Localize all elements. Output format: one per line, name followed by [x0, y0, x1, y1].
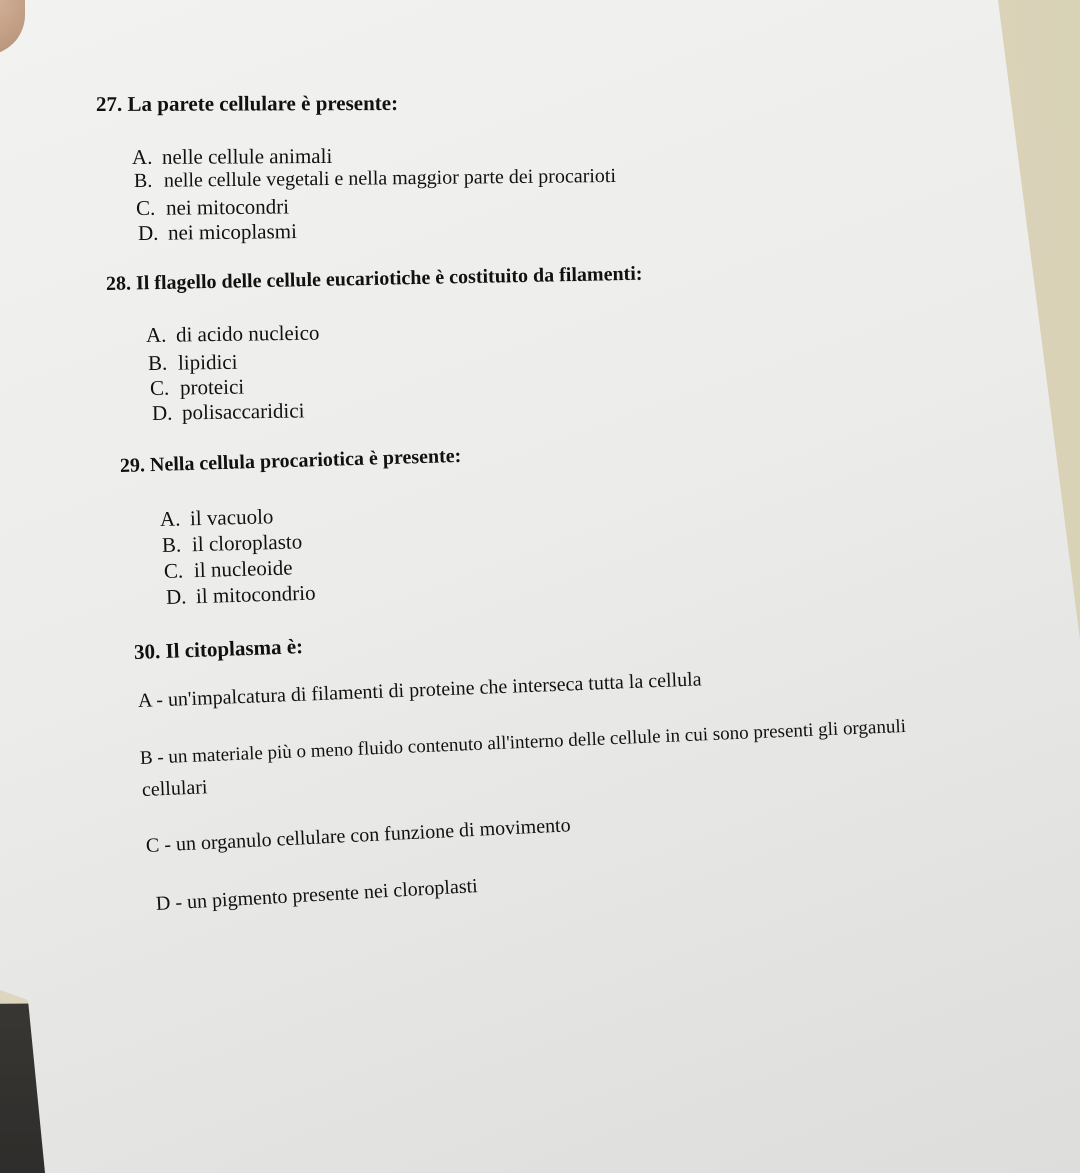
question-28-option-a: A. di acido nucleico — [145, 320, 320, 347]
question-27-option-a: A. nelle cellule animali — [131, 143, 333, 169]
question-29-option-a: A. il vacuolo — [159, 504, 274, 531]
question-29-title: 29. Nella cellula procariotica è presente: — [119, 444, 462, 477]
question-27-title: 27. La parete cellulare è presente: — [95, 90, 399, 116]
question-29-option-d: D. il mitocondrio — [165, 580, 316, 609]
question-30-title: 30. Il citoplasma è: — [133, 634, 304, 664]
question-30-option-d: D - un pigmento presente nei cloroplasti — [155, 875, 479, 915]
question-27-option-d: D. nei micoplasmi — [137, 219, 298, 245]
question-30-option-c: C - un organulo cellulare con funzione di movimento — [145, 814, 572, 857]
question-28-option-d: D. polisaccaridici — [151, 398, 305, 425]
question-29-option-b: B. il cloroplasto — [161, 529, 303, 557]
question-30-option-b: B - un materiale più o meno fluido contenuto all'interno delle cellule in cui sono presenti gli organuli — [139, 715, 907, 769]
question-29-option-c: C. il nucleoide — [163, 555, 293, 583]
question-27-option-c: C. nei mitocondri — [135, 194, 290, 220]
question-30-option-b-continuation: cellulari — [141, 776, 208, 801]
question-30-option-a: A - un'impalcatura di filamenti di proteine che interseca tutta la cellula — [137, 668, 702, 712]
question-28-title: 28. Il flagello delle cellule eucariotiche è costituito da filamenti: — [105, 262, 643, 295]
question-27-option-b: B. nelle cellule vegetali e nella maggior parte dei procarioti — [133, 164, 617, 192]
question-28-option-b: B. lipidici — [147, 349, 238, 375]
question-28-option-c: C. proteici — [149, 374, 245, 400]
